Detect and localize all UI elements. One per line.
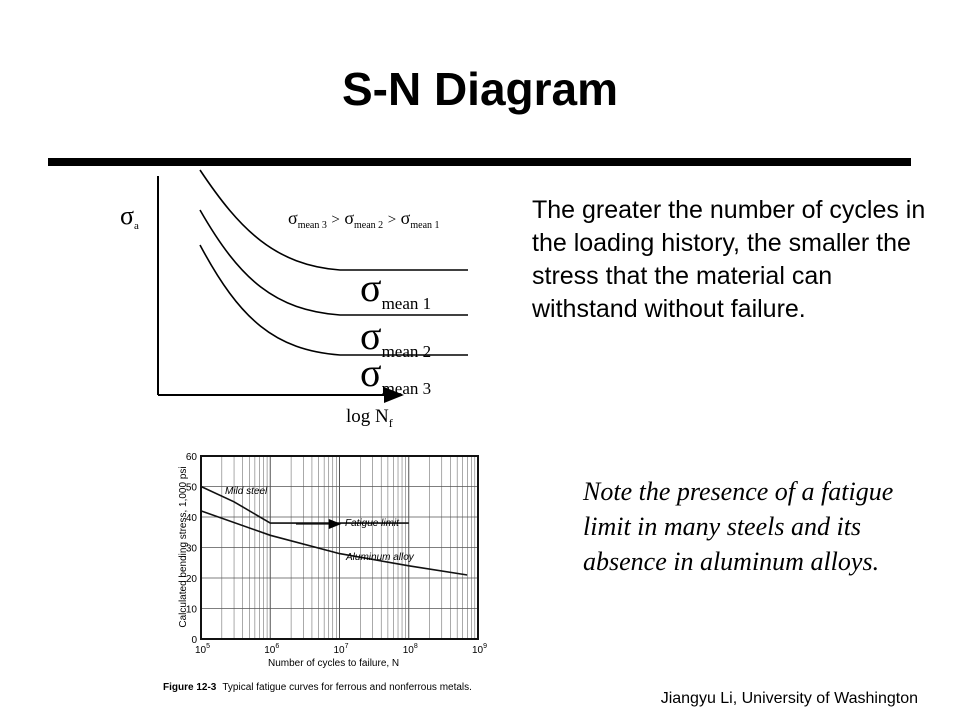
y-tick-label: 30 <box>185 543 197 555</box>
figure-caption: Figure 12-3 Typical fatigue curves for ferrous and nonferrous metals. <box>163 682 472 693</box>
chart-ylabel: Calculated bending stress, 1,000 psi <box>178 466 189 628</box>
curve-label-mean-2: $\sigma_{mean 2}$ <box>360 313 432 361</box>
y-tick-label: 40 <box>185 513 197 524</box>
y-tick-label: 10 <box>185 604 197 616</box>
y-axis-symbol: σa <box>120 201 139 232</box>
curve-label-mean-1: $\sigma_{mean 1}$ <box>360 265 432 313</box>
series-label-aluminum-alloy: Aluminum alloy <box>346 552 414 563</box>
y-tick-label: 0 <box>191 635 197 646</box>
annotation-fatigue-limit: Fatigue limit <box>345 518 399 529</box>
y-tick-label: 60 <box>185 452 197 463</box>
slide-title: S-N Diagram <box>341 63 619 115</box>
x-tick-label: $10^9$ <box>472 643 488 656</box>
fatigue-limit-note: Note the presence of a fatigue limit in many steels and its absence in aluminum alloys. <box>583 477 894 577</box>
chart-xlabel: Number of cycles to failure, N <box>268 658 400 669</box>
x-tick-label: $10^8$ <box>402 643 418 656</box>
y-tick-label: 20 <box>185 574 197 585</box>
main-explanation: The greater the number of cycles in the loading history, the smaller the stress that the material can withstand without failure. <box>532 196 926 323</box>
x-axis-label: $\log N_f$ <box>346 406 393 430</box>
chart-series <box>201 487 467 576</box>
chart-grid <box>201 456 478 639</box>
y-tick-label: 50 <box>185 482 197 494</box>
footer-credit: Jiangyu Li, University of Washington <box>660 690 918 707</box>
series-label-mild-steel: Mild steel <box>225 486 268 497</box>
x-tick-label: $10^7$ <box>333 643 349 656</box>
x-tick-label: $10^5$ <box>195 643 211 656</box>
mean-ordering: $\sigma_{mean 3}$ > $\sigma_{mean 2}$ > $\sigma_{mean 1}$ <box>288 208 440 231</box>
x-tick-label: $10^6$ <box>264 643 280 656</box>
curve-label-mean-3: $\sigma_{mean 3}$ <box>360 350 432 398</box>
series-line-aluminum-alloy <box>201 511 467 575</box>
